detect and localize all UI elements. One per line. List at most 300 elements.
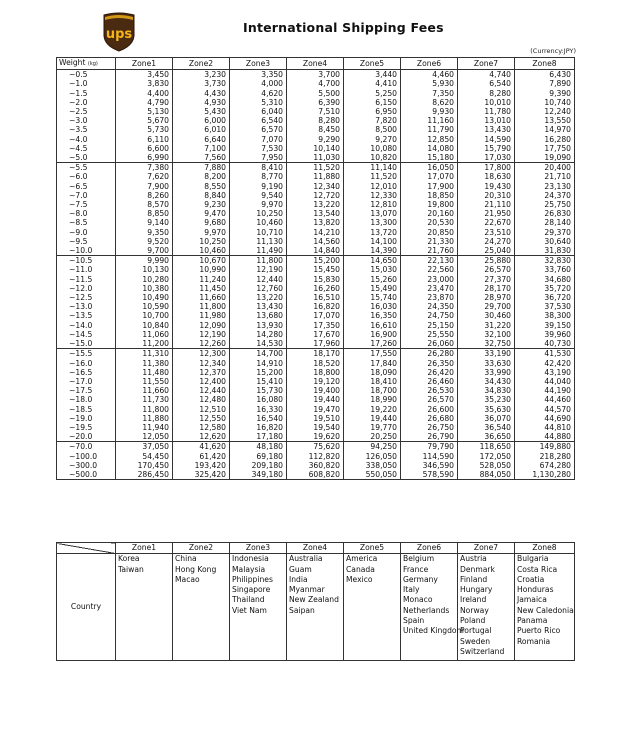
country-name: New Zealand bbox=[289, 595, 339, 605]
fee-cell: 19,470 bbox=[287, 405, 344, 414]
table-row bbox=[57, 209, 575, 218]
fee-cell: 218,280 bbox=[515, 452, 575, 461]
fee-cell: 15,180 bbox=[401, 153, 458, 163]
fee-cell: 4,460 bbox=[401, 70, 458, 80]
fee-cell: 346,590 bbox=[401, 461, 458, 470]
fee-cell: 15,450 bbox=[287, 265, 344, 274]
fee-cell: 23,510 bbox=[458, 228, 515, 237]
fee-cell: 4,000 bbox=[230, 79, 287, 88]
fee-cell: 14,560 bbox=[287, 237, 344, 246]
fee-cell: 26,350 bbox=[401, 359, 458, 368]
fee-cell: 11,980 bbox=[173, 311, 230, 320]
table-row bbox=[57, 405, 575, 414]
fee-cell: 32,100 bbox=[458, 330, 515, 339]
fee-cell: 28,970 bbox=[458, 293, 515, 302]
country-name: India bbox=[289, 574, 308, 584]
weight-cell: ~6.0 bbox=[57, 172, 116, 181]
fee-cell: 14,280 bbox=[230, 330, 287, 339]
fee-cell: 25,550 bbox=[401, 330, 458, 339]
fee-cell: 10,820 bbox=[344, 153, 401, 163]
fee-cell: 528,050 bbox=[458, 461, 515, 470]
weight-cell: ~18.5 bbox=[57, 405, 116, 414]
fee-cell: 18,170 bbox=[287, 349, 344, 359]
fee-cell: 16,610 bbox=[344, 321, 401, 330]
fee-cell: 6,000 bbox=[173, 116, 230, 125]
fee-cell: 6,110 bbox=[116, 135, 173, 144]
table-row bbox=[57, 228, 575, 237]
weight-cell: ~14.5 bbox=[57, 330, 116, 339]
fee-cell: 9,680 bbox=[173, 218, 230, 227]
country-name: Italy bbox=[403, 585, 420, 595]
fee-cell: 23,470 bbox=[401, 284, 458, 293]
fee-cell: 7,530 bbox=[230, 144, 287, 153]
fee-cell: 1,130,280 bbox=[515, 470, 575, 480]
country-name: Singapore bbox=[232, 585, 271, 595]
table-row bbox=[57, 163, 575, 173]
fee-cell: 11,550 bbox=[116, 377, 173, 386]
fee-cell: 25,880 bbox=[458, 256, 515, 266]
country-name: Sweden bbox=[460, 636, 491, 646]
country-name: Guam bbox=[289, 564, 312, 574]
fee-cell: 17,180 bbox=[230, 432, 287, 442]
country-name: Thailand bbox=[232, 595, 265, 605]
country-name: Bulgaria bbox=[517, 554, 549, 564]
fee-cell: 4,930 bbox=[173, 98, 230, 107]
fee-cell: 14,650 bbox=[344, 256, 401, 266]
fee-cell: 24,370 bbox=[515, 191, 575, 200]
fee-cell: 11,780 bbox=[458, 107, 515, 116]
fee-cell: 18,800 bbox=[287, 368, 344, 377]
zone-header: Zone2 bbox=[173, 58, 230, 70]
country-name: Philippines bbox=[232, 574, 273, 584]
fee-cell: 33,760 bbox=[515, 265, 575, 274]
fee-cell: 3,440 bbox=[344, 70, 401, 80]
table-row bbox=[57, 349, 575, 359]
country-name: Jamaica bbox=[517, 595, 547, 605]
fee-cell: 26,570 bbox=[458, 265, 515, 274]
fee-cell: 43,190 bbox=[515, 368, 575, 377]
table-row bbox=[57, 98, 575, 107]
fee-cell: 5,670 bbox=[116, 116, 173, 125]
fee-cell: 38,300 bbox=[515, 311, 575, 320]
weight-cell: ~7.5 bbox=[57, 200, 116, 209]
page-title: International Shipping Fees bbox=[243, 20, 444, 35]
fee-cell: 42,420 bbox=[515, 359, 575, 368]
fee-cell: 11,140 bbox=[344, 163, 401, 173]
country-zone-table bbox=[56, 542, 575, 661]
fee-cell: 12,300 bbox=[173, 349, 230, 359]
fee-cell: 29,700 bbox=[458, 302, 515, 311]
fee-cell: 25,150 bbox=[401, 321, 458, 330]
fee-cell: 22,560 bbox=[401, 265, 458, 274]
weight-unit: (kg) bbox=[87, 61, 98, 67]
fee-cell: 6,990 bbox=[116, 153, 173, 163]
fee-cell: 126,050 bbox=[344, 452, 401, 461]
fee-cell: 149,880 bbox=[515, 442, 575, 452]
fee-cell: 4,790 bbox=[116, 98, 173, 107]
zone-header: Zone8 bbox=[515, 543, 575, 554]
fee-cell: 578,590 bbox=[401, 470, 458, 480]
fee-cell: 16,080 bbox=[230, 395, 287, 404]
fee-cell: 41,530 bbox=[515, 349, 575, 359]
fee-cell: 16,820 bbox=[230, 423, 287, 432]
fee-cell: 12,850 bbox=[401, 135, 458, 144]
fee-cell: 11,380 bbox=[116, 359, 173, 368]
fee-cell: 11,060 bbox=[116, 330, 173, 339]
fee-cell: 9,520 bbox=[116, 237, 173, 246]
fee-cell: 44,040 bbox=[515, 377, 575, 386]
fee-cell: 9,930 bbox=[401, 107, 458, 116]
fee-cell: 5,500 bbox=[287, 89, 344, 98]
country-name: Puerto Rico bbox=[517, 626, 561, 636]
fee-cell: 11,030 bbox=[287, 153, 344, 163]
fee-cell: 18,090 bbox=[344, 368, 401, 377]
fee-cell: 15,260 bbox=[344, 275, 401, 284]
fee-cell: 8,770 bbox=[230, 172, 287, 181]
weight-cell: ~7.0 bbox=[57, 191, 116, 200]
fee-cell: 14,970 bbox=[515, 125, 575, 134]
fee-cell: 32,830 bbox=[515, 256, 575, 266]
table-row bbox=[57, 321, 575, 330]
table-row bbox=[57, 246, 575, 256]
fee-cell: 11,450 bbox=[173, 284, 230, 293]
fee-cell: 10,250 bbox=[173, 237, 230, 246]
fee-cell: 44,460 bbox=[515, 395, 575, 404]
country-name: Macao bbox=[175, 574, 200, 584]
fee-cell: 19,120 bbox=[287, 377, 344, 386]
fee-cell: 6,540 bbox=[458, 79, 515, 88]
fee-cell: 15,200 bbox=[230, 368, 287, 377]
fee-cell: 7,620 bbox=[116, 172, 173, 181]
fee-cell: 8,550 bbox=[173, 182, 230, 191]
fee-cell: 24,270 bbox=[458, 237, 515, 246]
weight-cell: ~9.0 bbox=[57, 228, 116, 237]
table-row bbox=[57, 182, 575, 191]
fee-cell: 11,480 bbox=[116, 368, 173, 377]
fee-cell: 4,410 bbox=[344, 79, 401, 88]
fee-cell: 34,680 bbox=[515, 275, 575, 284]
fee-cell: 32,750 bbox=[458, 339, 515, 349]
table-row bbox=[57, 107, 575, 116]
fee-cell: 21,710 bbox=[515, 172, 575, 181]
diagonal-corner-cell bbox=[57, 543, 116, 554]
fee-cell: 13,010 bbox=[458, 116, 515, 125]
fee-cell: 25,750 bbox=[515, 200, 575, 209]
table-row bbox=[57, 135, 575, 144]
table-row bbox=[57, 89, 575, 98]
country-name: Portugal bbox=[460, 626, 492, 636]
ups-logo bbox=[102, 12, 136, 52]
fee-cell: 4,400 bbox=[116, 89, 173, 98]
fee-cell: 69,180 bbox=[230, 452, 287, 461]
fee-cell: 9,990 bbox=[116, 256, 173, 266]
fee-cell: 22,130 bbox=[401, 256, 458, 266]
weight-cell: ~4.5 bbox=[57, 144, 116, 153]
fee-cell: 884,050 bbox=[458, 470, 515, 480]
weight-cell: ~19.0 bbox=[57, 414, 116, 423]
zone-header: Zone3 bbox=[230, 543, 287, 554]
fee-cell: 3,230 bbox=[173, 70, 230, 80]
table-row bbox=[57, 265, 575, 274]
fee-cell: 33,990 bbox=[458, 368, 515, 377]
weight-header bbox=[57, 58, 116, 70]
weight-cell: ~13.0 bbox=[57, 302, 116, 311]
fee-cell: 27,370 bbox=[458, 275, 515, 284]
fee-cell: 26,420 bbox=[401, 368, 458, 377]
fee-cell: 17,840 bbox=[344, 359, 401, 368]
table-row bbox=[57, 70, 575, 80]
weight-cell: ~8.5 bbox=[57, 218, 116, 227]
fee-cell: 608,820 bbox=[287, 470, 344, 480]
fee-cell: 17,350 bbox=[287, 321, 344, 330]
weight-cell: ~500.0 bbox=[57, 470, 116, 480]
fee-cell: 8,840 bbox=[173, 191, 230, 200]
fee-cell: 11,940 bbox=[116, 423, 173, 432]
country-row-label: Country bbox=[57, 554, 116, 661]
zone-header: Zone5 bbox=[344, 58, 401, 70]
fee-cell: 18,410 bbox=[344, 377, 401, 386]
fee-cell: 15,830 bbox=[287, 275, 344, 284]
fee-cell: 36,650 bbox=[458, 432, 515, 442]
weight-cell: ~10.5 bbox=[57, 256, 116, 266]
fee-cell: 21,110 bbox=[458, 200, 515, 209]
zone-country-list bbox=[287, 554, 344, 661]
weight-cell: ~13.5 bbox=[57, 311, 116, 320]
fee-cell: 170,450 bbox=[116, 461, 173, 470]
fee-cell: 20,530 bbox=[401, 218, 458, 227]
fee-cell: 12,580 bbox=[173, 423, 230, 432]
fee-cell: 9,270 bbox=[344, 135, 401, 144]
fee-cell: 360,820 bbox=[287, 461, 344, 470]
country-name: Costa Rica bbox=[517, 564, 558, 574]
zone-country-list bbox=[401, 554, 464, 661]
fee-cell: 11,660 bbox=[116, 386, 173, 395]
fee-cell: 12,620 bbox=[173, 432, 230, 442]
weight-cell: ~12.0 bbox=[57, 284, 116, 293]
fee-cell: 13,220 bbox=[287, 200, 344, 209]
fee-cell: 5,130 bbox=[116, 107, 173, 116]
fee-cell: 13,820 bbox=[287, 218, 344, 227]
fee-cell: 9,700 bbox=[116, 246, 173, 256]
weight-cell: ~9.5 bbox=[57, 237, 116, 246]
fee-cell: 20,310 bbox=[458, 191, 515, 200]
weight-cell: ~16.0 bbox=[57, 359, 116, 368]
fee-cell: 75,620 bbox=[287, 442, 344, 452]
fee-cell: 550,050 bbox=[344, 470, 401, 480]
country-name: New Caledonia bbox=[517, 605, 574, 615]
fee-cell: 12,050 bbox=[116, 432, 173, 442]
fee-cell: 10,990 bbox=[173, 265, 230, 274]
fee-cell: 19,510 bbox=[287, 414, 344, 423]
fee-cell: 6,390 bbox=[287, 98, 344, 107]
fee-cell: 16,030 bbox=[344, 302, 401, 311]
fee-cell: 6,640 bbox=[173, 135, 230, 144]
fee-cell: 21,760 bbox=[401, 246, 458, 256]
fee-cell: 54,450 bbox=[116, 452, 173, 461]
zone-header: Zone8 bbox=[515, 58, 575, 70]
fee-cell: 11,880 bbox=[287, 172, 344, 181]
fee-cell: 44,570 bbox=[515, 405, 575, 414]
fee-cell: 12,340 bbox=[173, 359, 230, 368]
country-name: Croatia bbox=[517, 574, 545, 584]
fee-cell: 26,530 bbox=[401, 386, 458, 395]
weight-cell: ~14.0 bbox=[57, 321, 116, 330]
zone-header: Zone1 bbox=[116, 58, 173, 70]
weight-cell: ~4.0 bbox=[57, 135, 116, 144]
fee-cell: 33,190 bbox=[458, 349, 515, 359]
fee-cell: 20,160 bbox=[401, 209, 458, 218]
fee-cell: 11,160 bbox=[401, 116, 458, 125]
fee-cell: 17,070 bbox=[287, 311, 344, 320]
fee-cell: 6,040 bbox=[230, 107, 287, 116]
fee-cell: 3,350 bbox=[230, 70, 287, 80]
fee-cell: 17,670 bbox=[287, 330, 344, 339]
fee-cell: 17,260 bbox=[344, 339, 401, 349]
fee-cell: 35,230 bbox=[458, 395, 515, 404]
fee-cell: 10,590 bbox=[116, 302, 173, 311]
fee-cell: 9,470 bbox=[173, 209, 230, 218]
fee-cell: 12,190 bbox=[230, 265, 287, 274]
country-name: Canada bbox=[346, 564, 375, 574]
fee-cell: 36,070 bbox=[458, 414, 515, 423]
fee-cell: 12,010 bbox=[344, 182, 401, 191]
fee-cell: 14,590 bbox=[458, 135, 515, 144]
country-name: Monaco bbox=[403, 595, 433, 605]
fee-cell: 20,250 bbox=[344, 432, 401, 442]
fee-cell: 33,630 bbox=[458, 359, 515, 368]
fee-cell: 17,800 bbox=[458, 163, 515, 173]
fee-cell: 10,080 bbox=[344, 144, 401, 153]
currency-note: (Currency:JPY) bbox=[530, 47, 576, 55]
table-row bbox=[57, 442, 575, 452]
country-name: Belgium bbox=[403, 554, 435, 564]
fee-cell: 11,490 bbox=[230, 246, 287, 256]
fee-cell: 9,350 bbox=[116, 228, 173, 237]
zone-header: Zone4 bbox=[287, 58, 344, 70]
fee-cell: 6,600 bbox=[116, 144, 173, 153]
zone-country-list bbox=[344, 554, 401, 661]
table-row bbox=[57, 368, 575, 377]
fee-cell: 13,070 bbox=[344, 209, 401, 218]
zone-header: Zone1 bbox=[116, 543, 173, 554]
fee-cell: 11,520 bbox=[287, 163, 344, 173]
fee-cell: 6,010 bbox=[173, 125, 230, 134]
table-row bbox=[57, 339, 575, 349]
fee-cell: 10,670 bbox=[173, 256, 230, 266]
fee-cell: 14,840 bbox=[287, 246, 344, 256]
weight-cell: ~15.0 bbox=[57, 339, 116, 349]
fee-cell: 11,130 bbox=[230, 237, 287, 246]
fee-cell: 11,790 bbox=[401, 125, 458, 134]
fee-cell: 9,540 bbox=[230, 191, 287, 200]
fee-cell: 6,570 bbox=[230, 125, 287, 134]
fee-cell: 16,260 bbox=[287, 284, 344, 293]
fee-cell: 17,750 bbox=[515, 144, 575, 153]
fee-cell: 14,700 bbox=[230, 349, 287, 359]
fee-cell: 9,970 bbox=[230, 200, 287, 209]
fee-cell: 11,800 bbox=[116, 405, 173, 414]
fee-cell: 35,630 bbox=[458, 405, 515, 414]
fee-cell: 14,080 bbox=[401, 144, 458, 153]
fee-cell: 13,930 bbox=[230, 321, 287, 330]
fee-cell: 9,290 bbox=[287, 135, 344, 144]
fee-cell: 16,350 bbox=[344, 311, 401, 320]
country-name: Ireland bbox=[460, 595, 487, 605]
fee-cell: 18,630 bbox=[458, 172, 515, 181]
fee-cell: 13,430 bbox=[458, 125, 515, 134]
fee-cell: 286,450 bbox=[116, 470, 173, 480]
fee-cell: 12,190 bbox=[173, 330, 230, 339]
logo-text: ups bbox=[105, 27, 133, 42]
fee-cell: 12,550 bbox=[173, 414, 230, 423]
zone-header: Zone7 bbox=[458, 543, 515, 554]
fee-cell: 3,730 bbox=[173, 79, 230, 88]
table-row bbox=[57, 218, 575, 227]
fee-cell: 40,730 bbox=[515, 339, 575, 349]
fee-cell: 23,870 bbox=[401, 293, 458, 302]
fee-cell: 3,700 bbox=[287, 70, 344, 80]
country-name: Indonesia bbox=[232, 554, 269, 564]
fee-cell: 11,310 bbox=[116, 349, 173, 359]
weight-cell: ~3.0 bbox=[57, 116, 116, 125]
fee-cell: 10,490 bbox=[116, 293, 173, 302]
weight-cell: ~1.5 bbox=[57, 89, 116, 98]
table-row bbox=[57, 414, 575, 423]
country-name: Saipan bbox=[289, 605, 315, 615]
country-name: Panama bbox=[517, 616, 548, 626]
fee-cell: 10,460 bbox=[230, 218, 287, 227]
table-row bbox=[57, 172, 575, 181]
fee-cell: 34,830 bbox=[458, 386, 515, 395]
table-row bbox=[57, 125, 575, 134]
fee-cell: 20,400 bbox=[515, 163, 575, 173]
weight-cell: ~1.0 bbox=[57, 79, 116, 88]
fee-cell: 16,280 bbox=[515, 135, 575, 144]
country-name: Australia bbox=[289, 554, 323, 564]
fee-cell: 13,680 bbox=[230, 311, 287, 320]
weight-cell: ~17.0 bbox=[57, 377, 116, 386]
fee-cell: 19,090 bbox=[515, 153, 575, 163]
fee-cell: 12,370 bbox=[173, 368, 230, 377]
fee-cell: 24,750 bbox=[401, 311, 458, 320]
country-name: Korea bbox=[118, 554, 140, 564]
fee-cell: 15,030 bbox=[344, 265, 401, 274]
fee-cell: 7,510 bbox=[287, 107, 344, 116]
fee-cell: 4,430 bbox=[173, 89, 230, 98]
fee-cell: 26,680 bbox=[401, 414, 458, 423]
weight-cell: ~70.0 bbox=[57, 442, 116, 452]
country-name: Hong Kong bbox=[175, 564, 217, 574]
fee-cell: 5,250 bbox=[344, 89, 401, 98]
fee-cell: 13,550 bbox=[515, 116, 575, 125]
fee-cell: 15,490 bbox=[344, 284, 401, 293]
table-row bbox=[57, 144, 575, 153]
fee-cell: 18,990 bbox=[344, 395, 401, 404]
fee-cell: 7,350 bbox=[401, 89, 458, 98]
fee-cell: 26,830 bbox=[515, 209, 575, 218]
fee-cell: 325,420 bbox=[173, 470, 230, 480]
weight-cell: ~0.5 bbox=[57, 70, 116, 80]
weight-cell: ~8.0 bbox=[57, 209, 116, 218]
fee-cell: 12,330 bbox=[344, 191, 401, 200]
weight-cell: ~12.5 bbox=[57, 293, 116, 302]
zone-header: Zone4 bbox=[287, 543, 344, 554]
fee-cell: 11,800 bbox=[230, 256, 287, 266]
country-name: Taiwan bbox=[118, 564, 144, 574]
fee-cell: 19,800 bbox=[401, 200, 458, 209]
fee-cell: 16,050 bbox=[401, 163, 458, 173]
fee-cell: 19,620 bbox=[287, 432, 344, 442]
